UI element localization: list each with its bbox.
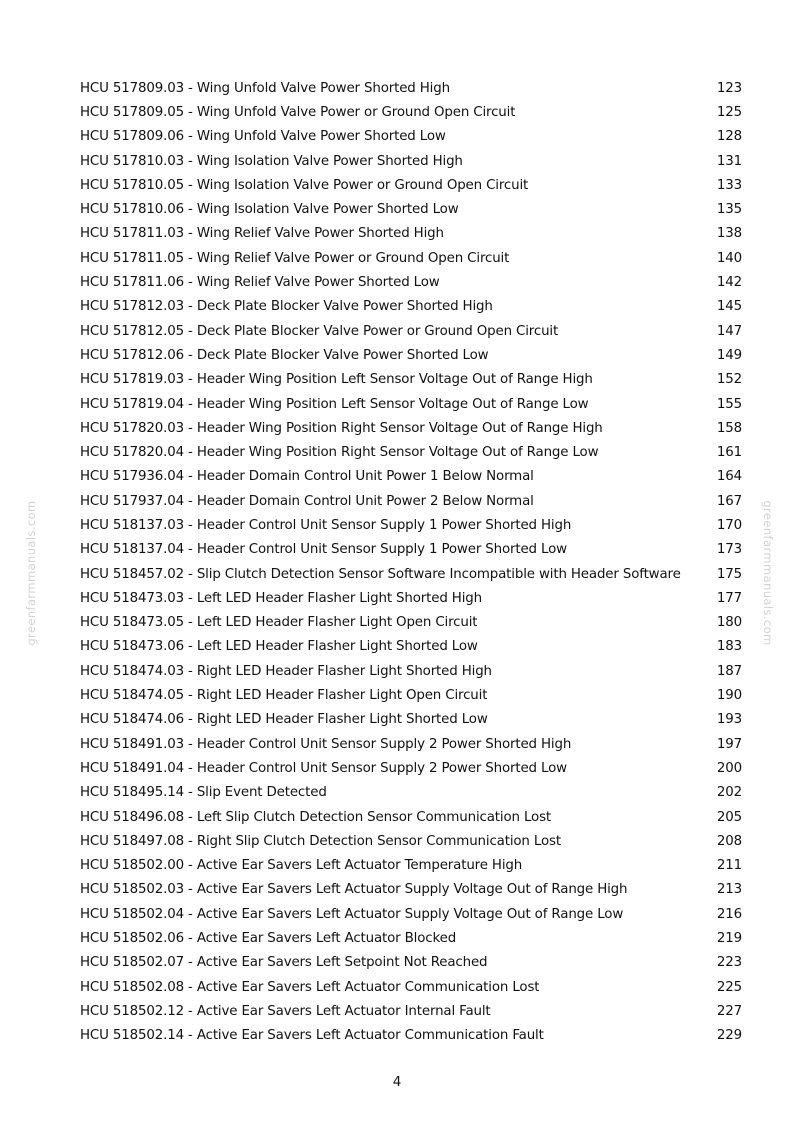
toc-entry-page: 135 bbox=[716, 202, 742, 218]
toc-entry-page: 208 bbox=[716, 833, 742, 849]
toc-entry-page: 193 bbox=[716, 712, 742, 728]
toc-entry-page: 131 bbox=[716, 153, 742, 169]
toc-entry-title: HCU 517810.03 - Wing Isolation Valve Power Shorted High bbox=[80, 153, 463, 169]
toc-entry[interactable] bbox=[80, 295, 742, 319]
toc-entry-page: 229 bbox=[716, 1028, 742, 1044]
toc-entry-page: 183 bbox=[716, 639, 742, 655]
toc-entry-page: 125 bbox=[716, 104, 742, 120]
toc-entry-title: HCU 518474.06 - Right LED Header Flasher Light Shorted Low bbox=[80, 712, 488, 728]
toc-entry[interactable] bbox=[80, 829, 742, 853]
toc-entry[interactable] bbox=[80, 805, 742, 829]
toc-entry-page: 197 bbox=[716, 736, 742, 752]
toc-entry[interactable] bbox=[80, 951, 742, 975]
toc-entry[interactable] bbox=[80, 683, 742, 707]
watermark-right: greenfarmmanuals.com bbox=[761, 500, 775, 646]
toc-entry-title: HCU 518502.08 - Active Ear Savers Left Actuator Communication Lost bbox=[80, 979, 540, 995]
toc-entry[interactable] bbox=[80, 197, 742, 221]
toc-entry-page: 145 bbox=[716, 299, 742, 315]
toc-entry-title: HCU 517819.03 - Header Wing Position Left Sensor Voltage Out of Range High bbox=[80, 372, 593, 388]
toc-entry[interactable] bbox=[80, 246, 742, 270]
toc-entry-title: HCU 518491.03 - Header Control Unit Sensor Supply 2 Power Shorted High bbox=[80, 736, 572, 752]
toc-entry-title: HCU 517809.03 - Wing Unfold Valve Power Shorted High bbox=[80, 80, 450, 96]
toc-entry-title: HCU 518502.07 - Active Ear Savers Left Setpoint Not Reached bbox=[80, 955, 488, 971]
toc-entry[interactable] bbox=[80, 270, 742, 294]
toc-entry-title: HCU 518474.05 - Right LED Header Flasher Light Open Circuit bbox=[80, 688, 488, 704]
toc-entry-page: 142 bbox=[716, 275, 742, 291]
toc-entry[interactable] bbox=[80, 173, 742, 197]
toc-entry-title: HCU 517810.06 - Wing Isolation Valve Power Shorted Low bbox=[80, 202, 459, 218]
toc-entry-title: HCU 518495.14 - Slip Event Detected bbox=[80, 785, 327, 801]
toc-entry[interactable] bbox=[80, 392, 742, 416]
toc-entry-page: 177 bbox=[716, 590, 742, 606]
toc-entry-title: HCU 518473.03 - Left LED Header Flasher Light Shorted High bbox=[80, 590, 482, 606]
toc-entry-page: 158 bbox=[716, 420, 742, 436]
toc-entry-page: 133 bbox=[716, 177, 742, 193]
toc-entry[interactable] bbox=[80, 926, 742, 950]
toc-entry[interactable] bbox=[80, 781, 742, 805]
toc-entry-title: HCU 517809.05 - Wing Unfold Valve Power or Ground Open Circuit bbox=[80, 104, 516, 120]
toc-entry-title: HCU 517820.04 - Header Wing Position Right Sensor Voltage Out of Range Low bbox=[80, 445, 599, 461]
toc-entry-title: HCU 518137.04 - Header Control Unit Sensor Supply 1 Power Shorted Low bbox=[80, 542, 567, 558]
toc-entry[interactable] bbox=[80, 489, 742, 513]
toc-entry-title: HCU 518502.14 - Active Ear Savers Left Actuator Communication Fault bbox=[80, 1028, 544, 1044]
watermark-left: greenfarmmanuals.com bbox=[24, 500, 38, 646]
toc-entry[interactable] bbox=[80, 513, 742, 537]
toc-entry-title: HCU 517819.04 - Header Wing Position Left Sensor Voltage Out of Range Low bbox=[80, 396, 589, 412]
toc-entry-page: 175 bbox=[716, 566, 742, 582]
toc-entry[interactable] bbox=[80, 708, 742, 732]
toc-entry[interactable] bbox=[80, 1024, 742, 1048]
toc-entry-title: HCU 517812.05 - Deck Plate Blocker Valve Power or Ground Open Circuit bbox=[80, 323, 559, 339]
toc-entry-page: 138 bbox=[716, 226, 742, 242]
toc-entry[interactable] bbox=[80, 562, 742, 586]
toc-entry-page: 140 bbox=[716, 250, 742, 266]
toc-entry-page: 123 bbox=[716, 80, 742, 96]
table-of-contents bbox=[80, 76, 742, 1048]
toc-entry-title: HCU 518474.03 - Right LED Header Flasher Light Shorted High bbox=[80, 663, 492, 679]
toc-entry-page: 152 bbox=[716, 372, 742, 388]
toc-entry-title: HCU 517820.03 - Header Wing Position Right Sensor Voltage Out of Range High bbox=[80, 420, 603, 436]
toc-entry-page: 180 bbox=[716, 615, 742, 631]
toc-entry[interactable] bbox=[80, 732, 742, 756]
toc-entry-page: 147 bbox=[716, 323, 742, 339]
toc-entry[interactable] bbox=[80, 902, 742, 926]
toc-entry-title: HCU 518502.04 - Active Ear Savers Left Actuator Supply Voltage Out of Range Low bbox=[80, 906, 624, 922]
toc-entry[interactable] bbox=[80, 416, 742, 440]
toc-entry[interactable] bbox=[80, 343, 742, 367]
toc-entry[interactable] bbox=[80, 999, 742, 1023]
toc-entry[interactable] bbox=[80, 76, 742, 100]
toc-entry[interactable] bbox=[80, 659, 742, 683]
toc-entry-page: 190 bbox=[716, 688, 742, 704]
toc-entry-title: HCU 517936.04 - Header Domain Control Unit Power 1 Below Normal bbox=[80, 469, 534, 485]
toc-entry-title: HCU 518491.04 - Header Control Unit Sensor Supply 2 Power Shorted Low bbox=[80, 760, 567, 776]
toc-entry[interactable] bbox=[80, 854, 742, 878]
toc-entry-page: 161 bbox=[716, 445, 742, 461]
page-number: 4 bbox=[392, 1074, 402, 1090]
toc-entry-title: HCU 518502.03 - Active Ear Savers Left Actuator Supply Voltage Out of Range High bbox=[80, 882, 628, 898]
toc-entry-title: HCU 518496.08 - Left Slip Clutch Detection Sensor Communication Lost bbox=[80, 809, 551, 825]
toc-entry-title: HCU 517811.06 - Wing Relief Valve Power Shorted Low bbox=[80, 275, 440, 291]
toc-entry-page: 170 bbox=[716, 517, 742, 533]
toc-entry-page: 167 bbox=[716, 493, 742, 509]
toc-entry-title: HCU 517809.06 - Wing Unfold Valve Power Shorted Low bbox=[80, 129, 446, 145]
toc-entry[interactable] bbox=[80, 538, 742, 562]
toc-entry-page: 216 bbox=[716, 906, 742, 922]
toc-entry-page: 223 bbox=[716, 955, 742, 971]
toc-entry-title: HCU 517812.06 - Deck Plate Blocker Valve Power Shorted Low bbox=[80, 347, 489, 363]
toc-entry-page: 200 bbox=[716, 760, 742, 776]
toc-entry[interactable] bbox=[80, 878, 742, 902]
toc-entry-page: 219 bbox=[716, 931, 742, 947]
toc-entry-title: HCU 517937.04 - Header Domain Control Unit Power 2 Below Normal bbox=[80, 493, 534, 509]
toc-entry[interactable] bbox=[80, 586, 742, 610]
toc-entry-page: 128 bbox=[716, 129, 742, 145]
toc-entry-title: HCU 517811.05 - Wing Relief Valve Power or Ground Open Circuit bbox=[80, 250, 510, 266]
toc-entry[interactable] bbox=[80, 756, 742, 780]
toc-entry[interactable] bbox=[80, 222, 742, 246]
toc-entry-title: HCU 518457.02 - Slip Clutch Detection Sensor Software Incompatible with Header Software bbox=[80, 566, 681, 582]
toc-entry-page: 225 bbox=[716, 979, 742, 995]
toc-entry-page: 202 bbox=[716, 785, 742, 801]
toc-entry-title: HCU 517810.05 - Wing Isolation Valve Power or Ground Open Circuit bbox=[80, 177, 529, 193]
toc-entry[interactable] bbox=[80, 319, 742, 343]
toc-entry-title: HCU 518137.03 - Header Control Unit Sensor Supply 1 Power Shorted High bbox=[80, 517, 572, 533]
toc-entry[interactable] bbox=[80, 635, 742, 659]
toc-entry-title: HCU 518473.05 - Left LED Header Flasher Light Open Circuit bbox=[80, 615, 478, 631]
toc-entry-page: 149 bbox=[716, 347, 742, 363]
toc-entry-title: HCU 517811.03 - Wing Relief Valve Power Shorted High bbox=[80, 226, 444, 242]
toc-entry[interactable] bbox=[80, 611, 742, 635]
toc-entry-page: 205 bbox=[716, 809, 742, 825]
toc-entry-page: 155 bbox=[716, 396, 742, 412]
toc-entry-title: HCU 518502.06 - Active Ear Savers Left Actuator Blocked bbox=[80, 931, 457, 947]
toc-entry-page: 227 bbox=[716, 1003, 742, 1019]
toc-entry-title: HCU 518502.12 - Active Ear Savers Left Actuator Internal Fault bbox=[80, 1003, 491, 1019]
toc-entry-title: HCU 517812.03 - Deck Plate Blocker Valve Power Shorted High bbox=[80, 299, 493, 315]
toc-entry[interactable] bbox=[80, 368, 742, 392]
toc-entry[interactable] bbox=[80, 149, 742, 173]
toc-entry[interactable] bbox=[80, 440, 742, 464]
toc-entry-title: HCU 518473.06 - Left LED Header Flasher Light Shorted Low bbox=[80, 639, 478, 655]
toc-entry-title: HCU 518502.00 - Active Ear Savers Left Actuator Temperature High bbox=[80, 858, 523, 874]
toc-entry[interactable] bbox=[80, 975, 742, 999]
toc-entry[interactable] bbox=[80, 100, 742, 124]
toc-entry-page: 211 bbox=[716, 858, 742, 874]
toc-entry-page: 213 bbox=[716, 882, 742, 898]
toc-entry-title: HCU 518497.08 - Right Slip Clutch Detection Sensor Communication Lost bbox=[80, 833, 561, 849]
toc-entry[interactable] bbox=[80, 125, 742, 149]
toc-entry-page: 187 bbox=[716, 663, 742, 679]
toc-entry-page: 173 bbox=[716, 542, 742, 558]
toc-entry-page: 164 bbox=[716, 469, 742, 485]
toc-entry[interactable] bbox=[80, 465, 742, 489]
